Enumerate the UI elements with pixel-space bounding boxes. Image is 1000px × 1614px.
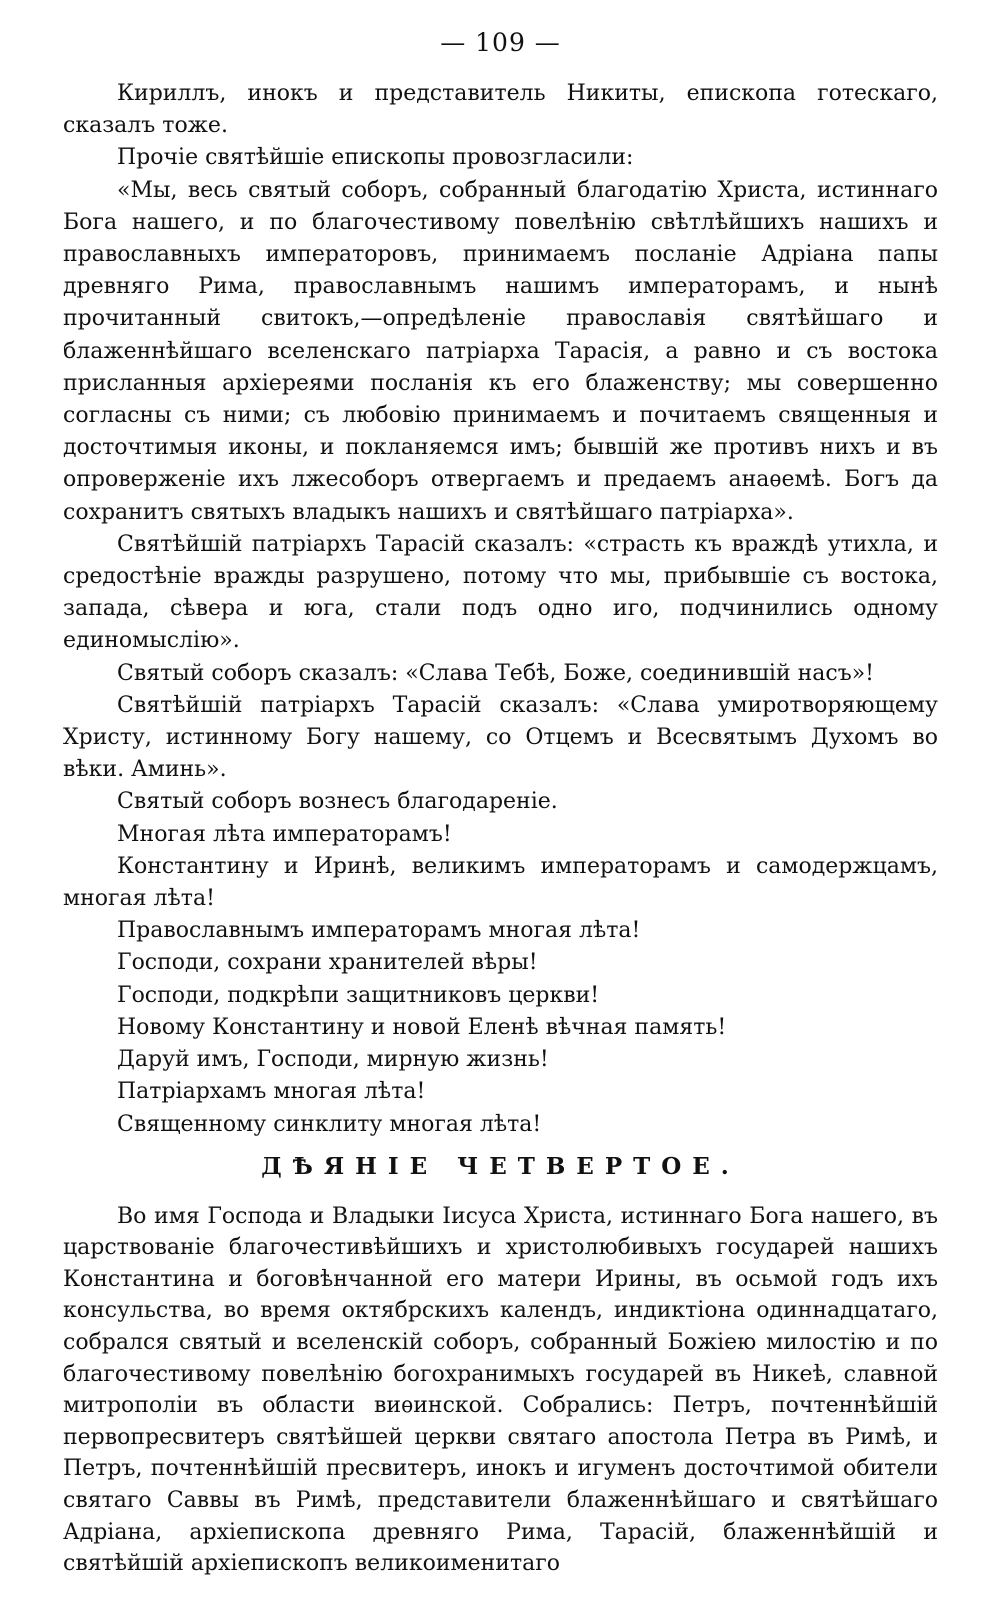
page-number: — 109 — <box>440 28 561 57</box>
paragraph-tarasius-enmity: Святѣйшій патріархъ Тарасій сказалъ: «страсть къ враждѣ утихла, и средостѣніе вражды разрушено, потому что мы, прибывшіе съ востока, запада, сѣвера и юга, стали подъ одно иго, подчинились одному единомыслію». <box>63 531 938 654</box>
acclamation-defenders-of-church: Господи, подкрѣпи защитниковъ церкви! <box>117 982 600 1008</box>
acclamation-emperors: Многая лѣта императорамъ! <box>117 821 452 847</box>
main-text <box>63 78 938 1580</box>
paragraph-bishops-proclaimed: Прочіе святѣйшіе епископы провозгласили: <box>117 145 634 171</box>
paragraph-council-declaration: «Мы, весь святый соборъ, собранный благодатію Христа, истиннаго Бога нашего, и по благочестивому повелѣнію свѣтлѣйшихъ нашихъ и православныхъ императоровъ, принимаемъ посланіе Адріана папы древняго Рима, православнымъ нашимъ императорамъ, и нынѣ прочитанный свитокъ,—опредѣленіе православія святѣйшаго и блаженнѣйшаго вселенскаго патріарха Тарасія, а равно и съ востока присланныя архіереями посланія къ его блаженству; мы совершенно согласны съ ними; съ любовію принимаемъ и почитаемъ священныя и досточтимыя иконы, и покланяемся имъ; бывшій же противъ нихъ и въ опроверженіе ихъ лжесоборъ отвергаемъ и предаемъ анаѳемѣ. Богъ да сохранитъ святыхъ владыкъ нашихъ и святѣйшаго патріарха». <box>63 177 938 525</box>
paragraph-fourth-act-opening: Во имя Господа и Владыки Іисуса Христа, истиннаго Бога нашего, въ царствованіе благочестивѣйшихъ и христолюбивыхъ государей нашихъ Константина и боговѣнчанной его матери Ирины, въ осьмой годъ ихъ консульства, во время октябрскихъ календъ, индиктіона одиннадцатаго, собрался святый и вселенскій соборъ, собранный Божіею милостію и по благочестивому повелѣнію богохранимыхъ государей въ Никеѣ, славной митрополіи въ области виѳинской. Собрались: Петръ, почтеннѣйшій первопресвитеръ святѣйшей церкви святаго апостола Петра въ Римѣ, и Петръ, почтеннѣйшій пресвитеръ, инокъ и игуменъ досточтимой обители святаго Саввы въ Римѣ, представители блаженнѣйшаго и святѣйшаго Адріана, архіепископа древняго Рима, Тарасій, блаженнѣйшій и святѣйшій архіепископъ великоименитаго <box>63 1203 938 1577</box>
section-heading: ДѢЯНІЕ ЧЕТВЕРТОЕ. <box>261 1152 740 1180</box>
acclamation-keepers-of-faith: Господи, сохрани хранителей вѣры! <box>117 950 538 976</box>
paragraph-thanksgiving: Святый соборъ вознесъ благодареніе. <box>117 789 558 815</box>
acclamation-orthodox-emperors: Православнымъ императорамъ многая лѣта! <box>117 918 641 944</box>
acclamation-patriarchs: Патріархамъ многая лѣта! <box>117 1079 426 1105</box>
acclamation-constantine-irene: Константину и Иринѣ, великимъ императорамъ и самодержцамъ, многая лѣта! <box>63 853 938 912</box>
paragraph-glory-to-thee: Святый соборъ сказалъ: «Слава Тебѣ, Боже, соединившій насъ»! <box>117 660 875 686</box>
acclamation-new-constantine-helen: Новому Константину и новой Еленѣ вѣчная память! <box>117 1014 727 1040</box>
acclamation-synclite: Священному синклиту многая лѣта! <box>117 1111 542 1137</box>
acclamation-peaceful-life: Даруй имъ, Господи, мирную жизнь! <box>117 1047 549 1073</box>
paragraph-tarasius-glory: Святѣйшій патріархъ Тарасій сказалъ: «Слава умиротворяющему Христу, истинному Богу нашему, со Отцемъ и Всесвятымъ Духомъ во вѣки. Аминь». <box>63 692 938 783</box>
section-text <box>63 1201 938 1580</box>
paragraph-kirill: Кириллъ, инокъ и представитель Никиты, епископа готескаго, сказалъ тоже. <box>63 81 938 139</box>
